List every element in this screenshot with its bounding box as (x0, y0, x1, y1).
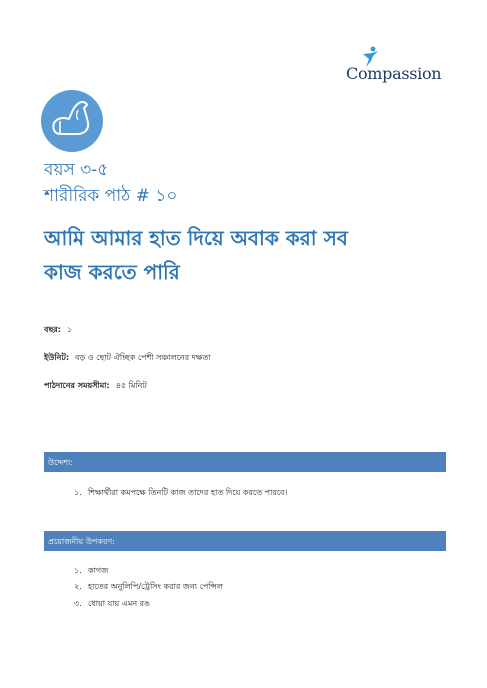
year-row (44, 324, 72, 337)
unit-label: ইউনিট: (44, 353, 70, 362)
lesson-title-line-2: কাজ করতে পারি (44, 260, 180, 284)
list-text: শিক্ষার্থীরা কমপক্ষে তিনটি কাজ তাদের হাত দিয়ে করতে পারবে। (88, 488, 288, 497)
duration-value: ৪৫ মিনিট (115, 381, 147, 390)
list-text: হাতের অনুলিপি/ট্রেসিং করার জন্য পেন্সিল (88, 582, 223, 591)
unit-row (44, 352, 211, 365)
year-value: ১ (66, 325, 73, 334)
objective-heading-bar (44, 452, 446, 472)
materials-heading: প্রয়োজনীয় উপকরণ: (48, 537, 115, 546)
lesson-number: শারীরিক পাঠ # ১০ (44, 186, 178, 206)
list-number: ১. (74, 488, 82, 497)
list-text: কাগজ (88, 566, 109, 575)
lesson-title-line-1: আমি আমার হাত দিয়ে অবাক করা সব (44, 226, 348, 250)
year-label: বছর: (44, 325, 61, 334)
objective-heading: উদ্দেশ্য: (48, 458, 74, 467)
age-range: বয়স ৩-৫ (44, 160, 109, 180)
materials-heading-bar (44, 531, 446, 551)
flexed-arm-icon (41, 90, 103, 152)
list-text: ধোয়া যায় এমন রঙ (88, 599, 150, 608)
unit-value: বড় ও ছোট ঐচ্ছিক পেশী সঞ্চালনের দক্ষতা (75, 353, 211, 362)
duration-label: পাঠদানের সময়সীমা: (44, 381, 110, 390)
list-number: ১. (74, 566, 82, 575)
list-number: ৩. (74, 599, 82, 608)
duration-row (44, 380, 147, 393)
logo-wordmark: Compassion (346, 64, 442, 83)
list-number: ২. (74, 582, 82, 591)
compassion-logo (346, 46, 446, 86)
